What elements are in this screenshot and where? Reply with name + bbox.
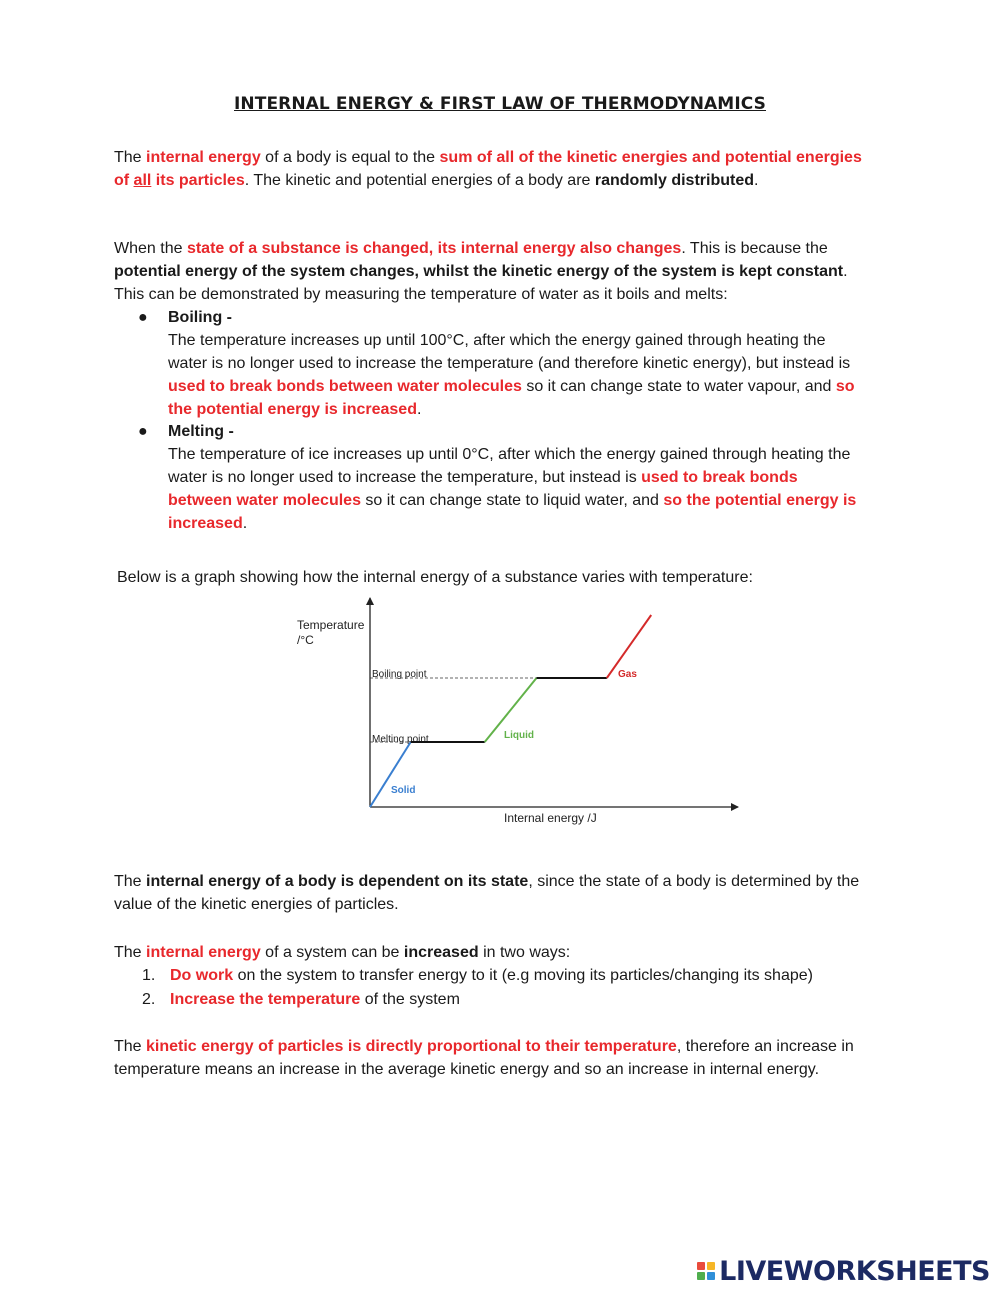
paragraph-state-dependence: The internal energy of a body is dependent on its state, since the state of a body is determined by the value of the kinetic energies of particles. bbox=[114, 873, 860, 913]
gas-label: Gas bbox=[618, 669, 637, 680]
x-axis-label: Internal energy /J bbox=[504, 811, 597, 825]
solid-label: Solid bbox=[391, 785, 416, 796]
logo-text: LIVEWORKSHEETS bbox=[719, 1255, 990, 1287]
y-axis-label-line1: Temperature bbox=[297, 618, 365, 632]
bullet-melting-text: The temperature of ice increases up until 0°C, after which the energy gained through heating the water is no longer used to increase the temperature, but instead is used to break bonds between water molecules so it can change state to liquid water, and so the potential energy is increased. bbox=[168, 446, 857, 532]
graph-intro: Below is a graph showing how the internal energy of a substance varies with temperature: bbox=[117, 569, 753, 586]
liveworksheets-logo bbox=[697, 1256, 990, 1286]
list-item-do-work: 1. Do work on the system to transfer energy to it (e.g moving its particles/changing its shape) bbox=[142, 967, 813, 984]
liquid-label: Liquid bbox=[504, 730, 534, 741]
internal-energy-chart bbox=[0, 592, 1000, 832]
paragraph-increase-ways: The internal energy of a system can be increased in two ways: bbox=[114, 944, 571, 961]
list-item-increase-temperature: 2. Increase the temperature of the system bbox=[142, 991, 460, 1008]
bullet-heading: Melting - bbox=[168, 423, 234, 440]
bullet-dot: ● bbox=[138, 309, 148, 326]
bullet-heading: Boiling - bbox=[168, 309, 232, 326]
logo-squares-icon bbox=[697, 1262, 715, 1280]
page-title: INTERNAL ENERGY & FIRST LAW OF THERMODYNAMICS bbox=[234, 94, 766, 114]
paragraph-internal-energy-definition: The internal energy of a body is equal to the sum of all of the kinetic energies and potential energies of all its particles. The kinetic and potential energies of a body are randomly distributed. bbox=[114, 149, 862, 189]
series-solid-line bbox=[370, 742, 411, 807]
bullet-dot: ● bbox=[138, 423, 148, 440]
bullet-boiling-text: The temperature increases up until 100°C, after which the energy gained through heating the water is no longer used to increase the temperature (and therefore kinetic energy), but instead is used to break bonds between water molecules so it can change state to water vapour, and so the potential energy is increased. bbox=[168, 332, 855, 418]
series-group bbox=[370, 615, 651, 807]
paragraph-kinetic-proportional: The kinetic energy of particles is directly proportional to their temperature, therefore an increase in temperature means an increase in the average kinetic energy and so an increase in internal energy. bbox=[114, 1038, 854, 1078]
paragraph-state-change: When the state of a substance is changed, its internal energy also changes. This is because the potential energy of the system changes, whilst the kinetic energy of the system is kept constant. This can be demonstrated by measuring the temperature of water as it boils and melts: bbox=[114, 240, 848, 303]
melting-point-label: Melting point bbox=[372, 734, 429, 745]
y-axis-label-line2: /°C bbox=[297, 633, 314, 647]
boiling-point-label: Boiling point bbox=[372, 669, 427, 680]
